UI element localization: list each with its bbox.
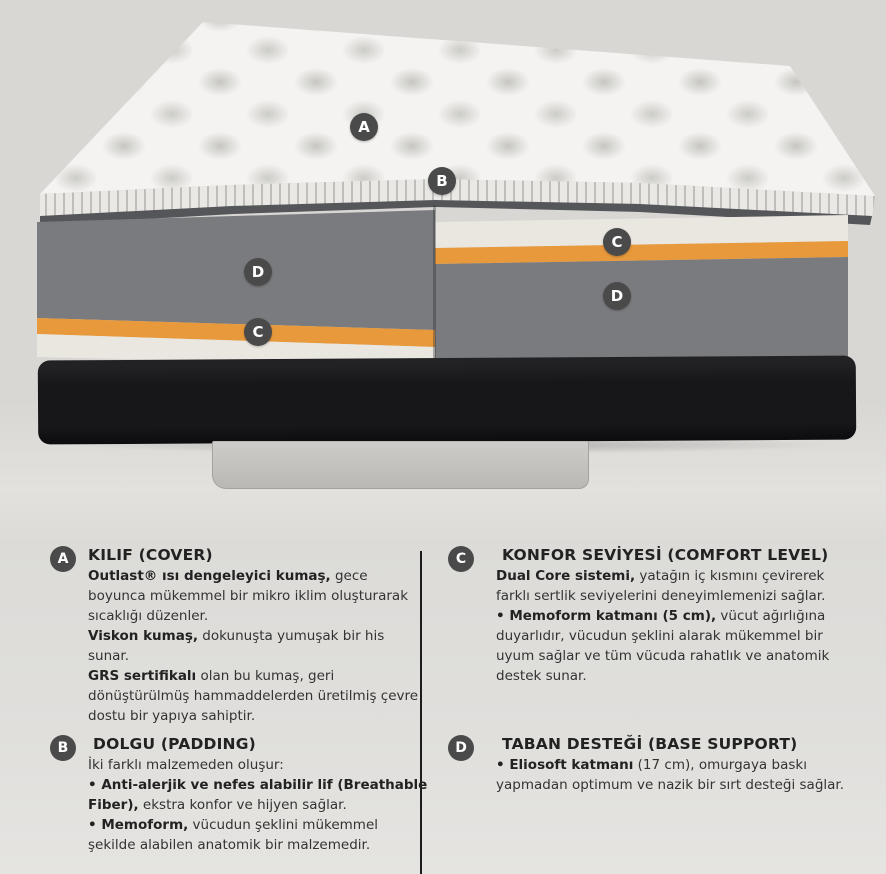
section-comfort-level bbox=[448, 545, 860, 686]
dual-core-split-line bbox=[433, 205, 436, 368]
layer-badge-c-right: C bbox=[603, 228, 631, 256]
section-title-comfort-level: KONFOR SEVİYESİ (COMFORT LEVEL) bbox=[502, 546, 829, 564]
layer-badge-a: A bbox=[350, 113, 378, 141]
bed-pedestal bbox=[212, 441, 589, 489]
section-padding bbox=[50, 734, 428, 855]
layer-badge-d-right: D bbox=[603, 282, 631, 310]
section-body-comfort-level: Dual Core sistemi, yatağın iç kısmını çevirerek farklı sertlik seviyelerini deneyimlemenizi sağlar. • Memoform katmanı (5 cm), vücut ağırlığına duyarlıdır, vücudun şeklini alarak mükemmel bir uyum sağlar ve tüm vücuda rahatlık ve anatomik destek sunar. bbox=[496, 568, 830, 684]
section-title-padding: DOLGU (PADDING) bbox=[93, 735, 256, 753]
bed-base bbox=[38, 356, 856, 445]
section-badge-d: D bbox=[448, 735, 474, 761]
section-body-padding: İki farklı malzemeden oluşur: • Anti-alerjik ve nefes alabilir lif (Breathable Fiber), ekstra konfor ve hijyen sağlar. • Memoform, vücudun şeklini mükemmel şekilde alabilen anatomik bir malzemedir. bbox=[88, 757, 428, 853]
layer-badge-d-left: D bbox=[244, 258, 272, 286]
section-badge-c: C bbox=[448, 546, 474, 572]
section-body-base-support: • Eliosoft katmanı (17 cm), omurgaya baskı yapmadan optimum ve nazik bir sırt desteği sağlar. bbox=[496, 757, 845, 793]
section-base-support bbox=[448, 734, 860, 795]
section-badge-a: A bbox=[50, 546, 76, 572]
section-badge-b: B bbox=[50, 735, 76, 761]
section-body-cover: Outlast® ısı dengeleyici kumaş, gece boyunca mükemmel bir mikro iklim oluşturarak sıcaklığı düzenler. Viskon kumaş, dokunuşta yumuşak bir his sunar. GRS sertifikalı olan bu kumaş, geri dönüştürülmüş hammaddelerden üretilmiş çevre dostu bir yapıya sahiptir. bbox=[88, 568, 419, 724]
section-cover bbox=[50, 545, 428, 726]
layer-badge-c-left: C bbox=[244, 318, 272, 346]
section-title-base-support: TABAN DESTEĞİ (BASE SUPPORT) bbox=[502, 735, 798, 753]
layer-badge-b: B bbox=[428, 167, 456, 195]
section-title-cover: KILIF (COVER) bbox=[88, 546, 213, 564]
